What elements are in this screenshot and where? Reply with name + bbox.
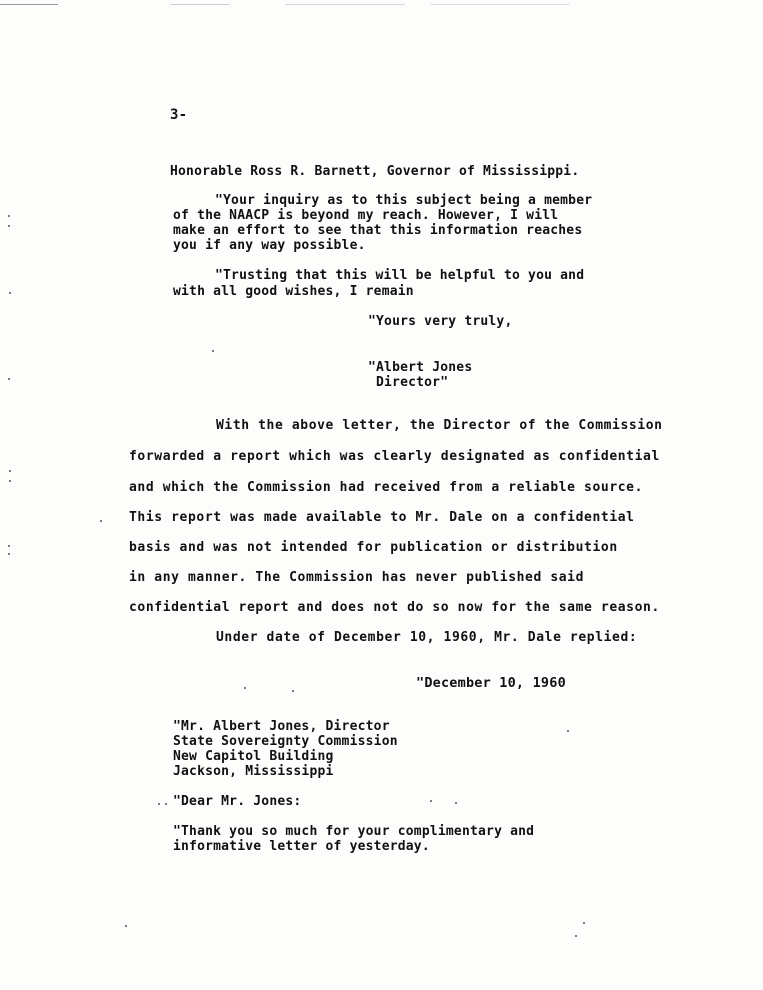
scan-edge-line (0, 4, 58, 5)
body-line: forwarded a report which was clearly designated as confidential (129, 449, 660, 464)
quote-line: with all good wishes, I remain (173, 284, 414, 299)
scan-speck (165, 803, 167, 805)
body-line: This report was made available to Mr. Dale on a confidential (129, 510, 635, 525)
body-line: confidential report and does not do so now for the same reason. (129, 600, 660, 615)
scan-speck (583, 922, 585, 924)
scan-speck (8, 215, 10, 217)
scan-speck (567, 730, 569, 732)
body-line: and which the Commission had received from a reliable source. (129, 480, 644, 495)
reply-line: "Thank you so much for your complimentary and (173, 824, 535, 839)
scan-speck (8, 378, 10, 380)
signature-title: Director" (376, 375, 449, 390)
scan-speck (575, 935, 577, 937)
scan-speck (430, 800, 432, 802)
reply-address-line: "Mr. Albert Jones, Director (173, 719, 390, 734)
reply-date: "December 10, 1960 (416, 675, 566, 691)
scan-speck (8, 545, 10, 547)
quote-line: of the NAACP is beyond my reach. However, I will (173, 208, 559, 223)
reply-address-line: State Sovereignty Commission (173, 734, 398, 749)
salutation: "Dear Mr. Jones: (173, 794, 302, 809)
scan-speck (455, 802, 457, 804)
scan-speck (158, 803, 160, 805)
scan-speck (8, 553, 10, 555)
reply-line: informative letter of yesterday. (173, 839, 430, 854)
reply-address-line: Jackson, Mississippi (173, 764, 334, 779)
reply-address-line: New Capitol Building (173, 749, 334, 764)
body-line: basis and was not intended for publication or distribution (129, 540, 618, 555)
scan-speck (125, 925, 127, 927)
scan-speck (244, 687, 246, 689)
scan-speck (212, 350, 214, 352)
scan-speck (9, 292, 11, 294)
quote-line: "Trusting that this will be helpful to you and (215, 268, 585, 283)
body-line: With the above letter, the Director of the Commission (216, 418, 663, 433)
addressee-line: Honorable Ross R. Barnett, Governor of Mississippi. (170, 164, 580, 179)
signature-name: "Albert Jones (368, 360, 473, 375)
scan-edge-line (285, 4, 405, 5)
scan-speck (9, 470, 11, 472)
scan-edge-line (430, 4, 570, 5)
quote-line: make an effort to see that this information reaches (173, 223, 583, 238)
scan-speck (100, 520, 102, 522)
page-number: 3- (170, 107, 188, 123)
scan-speck (9, 480, 11, 482)
quote-line: you if any way possible. (173, 238, 366, 253)
quote-line: "Your inquiry as to this subject being a member (215, 193, 593, 208)
closing-line: "Yours very truly, (368, 314, 513, 329)
body-line: in any manner. The Commission has never published said (129, 570, 585, 585)
scan-edge-line (170, 4, 230, 5)
scan-speck (8, 225, 10, 227)
body-line: Under date of December 10, 1960, Mr. Dale replied: (216, 630, 638, 645)
scan-speck (292, 690, 294, 692)
